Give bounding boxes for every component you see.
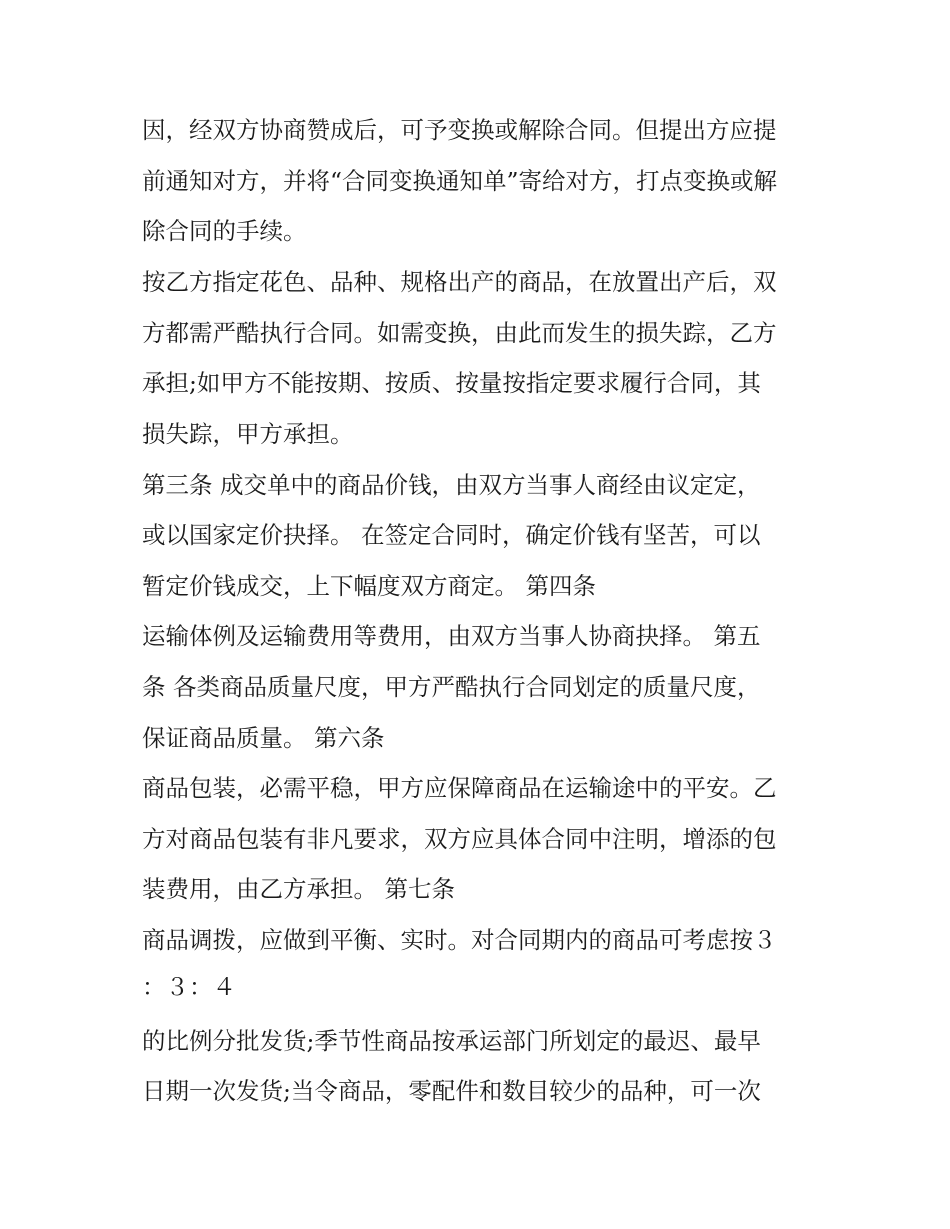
text-line: 商品包装，必需平稳，甲方应保障商品在运输途中的平安。乙: [142, 774, 777, 802]
text-line: 前通知对方，并将“合同变换通知单”寄给对方，打点变换或解: [142, 167, 778, 195]
text-line: 的比例分批发货;季节性商品按承运部门所划定的最迟、最早: [142, 1027, 761, 1055]
text-line: 第三条 成交单中的商品价钱，由双方当事人商经由议定定，: [142, 471, 761, 499]
text-line: 暂定价钱成交，上下幅度双方商定。 第四条: [142, 572, 596, 600]
text-line: ：３：４: [142, 973, 236, 1001]
text-line: 装费用，由乙方承担。 第七条: [142, 875, 455, 903]
text-line: 条 各类商品质量尺度，甲方严酷执行合同划定的质量尺度，: [142, 673, 761, 701]
text-line: 运输体例及运输费用等费用，由双方当事人协商抉择。 第五: [142, 622, 761, 650]
text-line: 保证商品质量。 第六条: [142, 724, 385, 752]
text-line: 损失踪，甲方承担。: [142, 420, 354, 448]
text-line: 按乙方指定花色、品种、规格出产的商品，在放置出产后，双: [142, 268, 777, 296]
text-line: 除合同的手续。: [142, 217, 307, 245]
text-line: 方都需严酷执行合同。如需变换，由此而发生的损失踪，乙方: [142, 319, 777, 347]
text-line: 或以国家定价抉择。 在签定合同时，确定价钱有坚苦，可以: [142, 521, 761, 549]
text-line: 因，经双方协商赞成后，可予变换或解除合同。但提出方应提: [142, 116, 777, 144]
text-line: 日期一次发货;当令商品，零配件和数目较少的品种，可一次: [142, 1077, 761, 1105]
text-line: 承担;如甲方不能按期、按质、按量按指定要求履行合同，其: [142, 369, 761, 397]
text-line: 方对商品包装有非凡要求，双方应具体合同中注明，增添的包: [142, 825, 777, 853]
text-line: 商品调拨，应做到平衡、实时。对合同期内的商品可考虑按３: [142, 926, 777, 954]
